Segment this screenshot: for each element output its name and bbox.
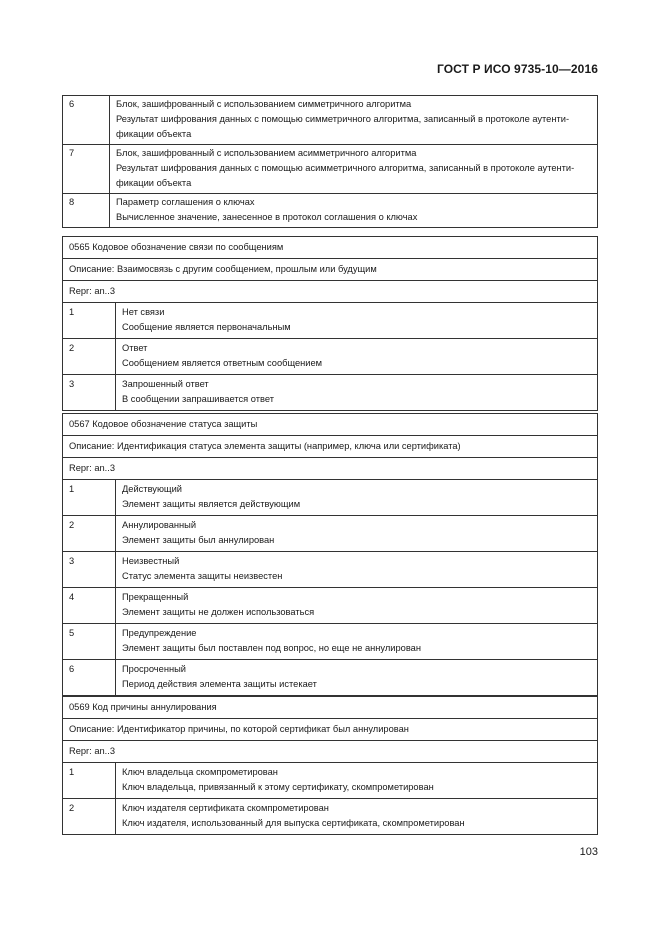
entry-name: Блок, зашифрованный с использованием асимметричного алгоритма: [116, 148, 417, 158]
table-title-row: [63, 697, 598, 719]
entry-description: В сообщении запрашивается ответ: [122, 394, 274, 404]
code-cell: 7: [63, 145, 110, 194]
entry-cell: [116, 660, 598, 696]
table-row: [63, 552, 598, 588]
code-cell: 3: [63, 552, 116, 588]
entry-description: Результат шифрования данных с помощью симметричного алгоритма, записанный в протоколе аутенти-: [116, 114, 570, 124]
table-row: [63, 145, 598, 194]
table-row: [63, 588, 598, 624]
entry-cell: [116, 303, 598, 339]
table-row: [63, 339, 598, 375]
code-cell: 5: [63, 624, 116, 660]
document-header: ГОСТ Р ИСО 9735-10—2016: [436, 62, 598, 76]
code-cell: 4: [63, 588, 116, 624]
code-cell: 8: [63, 194, 110, 228]
entry-description: Статус элемента защиты неизвестен: [122, 571, 283, 581]
code-cell: 1: [63, 480, 116, 516]
entry-cell: [116, 799, 598, 835]
entry-name: Ключ владельца скомпрометирован: [122, 767, 278, 777]
entry-name: Ключ издателя сертификата скомпрометирован: [122, 803, 329, 813]
table-repr: Repr: an..3: [63, 741, 598, 763]
entry-name: Действующий: [122, 484, 182, 494]
code-table-0565: [62, 236, 598, 411]
table-description: Описание: Идентификация статуса элемента защиты (например, ключа или сертификата): [63, 436, 598, 458]
entry-description: фикации объекта: [116, 129, 192, 139]
entry-description: фикации объекта: [116, 178, 192, 188]
entry-name: Нет связи: [122, 307, 165, 317]
entry-cell: [116, 552, 598, 588]
entry-name: Параметр соглашения о ключах: [116, 197, 255, 207]
table-row: [63, 624, 598, 660]
table-row: [63, 516, 598, 552]
entry-description: Элемент защиты является действующим: [122, 499, 301, 509]
entry-cell: [110, 96, 598, 145]
entry-name: Неизвестный: [122, 556, 180, 566]
entry-name: Ответ: [122, 343, 148, 353]
table-row: [63, 303, 598, 339]
entry-description: Ключ владельца, привязанный к этому сертификату, скомпрометирован: [122, 782, 434, 792]
entry-name: Просроченный: [122, 664, 186, 674]
entry-cell: [116, 588, 598, 624]
table-row: [63, 763, 598, 799]
table-row: [63, 194, 598, 228]
table-row: [63, 375, 598, 411]
table-title-row: [63, 414, 598, 436]
entry-description: Элемент защиты был аннулирован: [122, 535, 275, 545]
entry-description: Ключ издателя, использованный для выпуска сертификата, скомпрометирован: [122, 818, 465, 828]
table-row: [63, 96, 598, 145]
table-row: [63, 480, 598, 516]
code-cell: 6: [63, 660, 116, 696]
table-title: 0569 Код причины аннулирования: [63, 697, 598, 719]
code-cell: 2: [63, 799, 116, 835]
entry-cell: [116, 339, 598, 375]
table-repr: Repr: an..3: [63, 281, 598, 303]
entry-name: Аннулированный: [122, 520, 197, 530]
table-description-row: [63, 436, 598, 458]
code-cell: 6: [63, 96, 110, 145]
table-description-row: [63, 719, 598, 741]
entry-description: Вычисленное значение, занесенное в протокол соглашения о ключах: [116, 212, 418, 222]
table-title: 0567 Кодовое обозначение статуса защиты: [63, 414, 598, 436]
entry-description: Результат шифрования данных с помощью асимметричного алгоритма, записанный в протоколе аутенти-: [116, 163, 575, 173]
entry-description: Период действия элемента защиты истекает: [122, 679, 317, 689]
table-description: Описание: Взаимосвязь с другим сообщением, прошлым или будущим: [63, 259, 598, 281]
code-table-0569: [62, 696, 598, 835]
table-repr-row: [63, 281, 598, 303]
table-title-row: [63, 237, 598, 259]
entry-description: Элемент защиты не должен использоваться: [122, 607, 315, 617]
entry-cell: [116, 624, 598, 660]
code-cell: 2: [63, 516, 116, 552]
entry-cell: [116, 763, 598, 799]
entry-description: Элемент защиты был поставлен под вопрос, но еще не аннулирован: [122, 643, 421, 653]
table-row: [63, 660, 598, 696]
entry-description: Сообщением является ответным сообщением: [122, 358, 323, 368]
code-cell: 1: [63, 763, 116, 799]
entry-cell: [110, 145, 598, 194]
entry-name: Запрошенный ответ: [122, 379, 209, 389]
entry-cell: [116, 480, 598, 516]
table-repr: Repr: an..3: [63, 458, 598, 480]
table-title: 0565 Кодовое обозначение связи по сообщениям: [63, 237, 598, 259]
code-table-0567: [62, 413, 598, 696]
entry-name: Предупреждение: [122, 628, 197, 638]
page-number: 103: [579, 846, 598, 858]
code-cell: 3: [63, 375, 116, 411]
entry-description: Сообщение является первоначальным: [122, 322, 291, 332]
code-table-continuation: [62, 95, 598, 228]
code-cell: 1: [63, 303, 116, 339]
code-cell: 2: [63, 339, 116, 375]
table-description-row: [63, 259, 598, 281]
table-repr-row: [63, 458, 598, 480]
entry-cell: [116, 516, 598, 552]
entry-name: Блок, зашифрованный с использованием симметричного алгоритма: [116, 99, 412, 109]
entry-cell: [110, 194, 598, 228]
entry-name: Прекращенный: [122, 592, 189, 602]
table-row: [63, 799, 598, 835]
table-description: Описание: Идентификатор причины, по которой сертификат был аннулирован: [63, 719, 598, 741]
entry-cell: [116, 375, 598, 411]
table-repr-row: [63, 741, 598, 763]
